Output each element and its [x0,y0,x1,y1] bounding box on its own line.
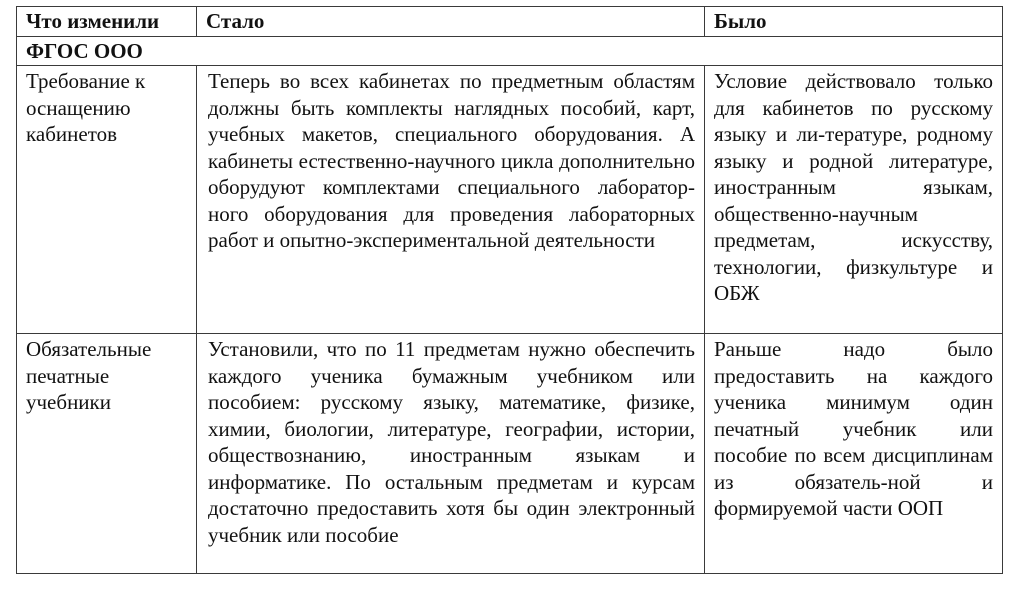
table-row [17,66,1003,334]
row-before-text: Раньше надо было предоставить на каждого ученика минимум один печатный учебник или пособие по всем дисциплинам из обязатель-ной и формируемой части ООП [705,334,1003,574]
table-row [17,334,1003,574]
section-title: ФГОС ООО [17,36,1003,66]
row-now-text: Установили, что по 11 предметам нужно обеспечить каждого ученика бумажным учебником или пособием: русскому языку, математике, физике, химии, биологии, литературе, географии, истории, обществознанию, иностранным языкам и информатике. По остальным предметам и курсам достаточно предоставить хотя бы один электронный учебник или пособие [197,334,705,574]
comparison-table [16,6,1003,574]
header-now: Стало [197,7,705,37]
row-label: Обязательные печатные учебники [17,334,197,574]
row-before-text: Условие действовало только для кабинетов по русскому языку и ли-тературе, родному языку и родной литературе, иностранным языкам, общественно-научным предметам, искусству, технологии, физкультуре и ОБЖ [705,66,1003,334]
header-row [17,7,1003,37]
header-what-changed: Что изменили [17,7,197,37]
header-before: Было [705,7,1003,37]
section-row [17,36,1003,66]
row-label: Требование к оснащению кабинетов [17,66,197,334]
row-now-text: Теперь во всех кабинетах по предметным областям должны быть комплекты наглядных пособий, карт, учебных макетов, специального оборудования. А кабинеты естественно-научного цикла дополнительно оборудуют комплектами специального лаборатор-ного оборудования для проведения лабораторных работ и опытно-экспериментальной деятельности [197,66,705,334]
